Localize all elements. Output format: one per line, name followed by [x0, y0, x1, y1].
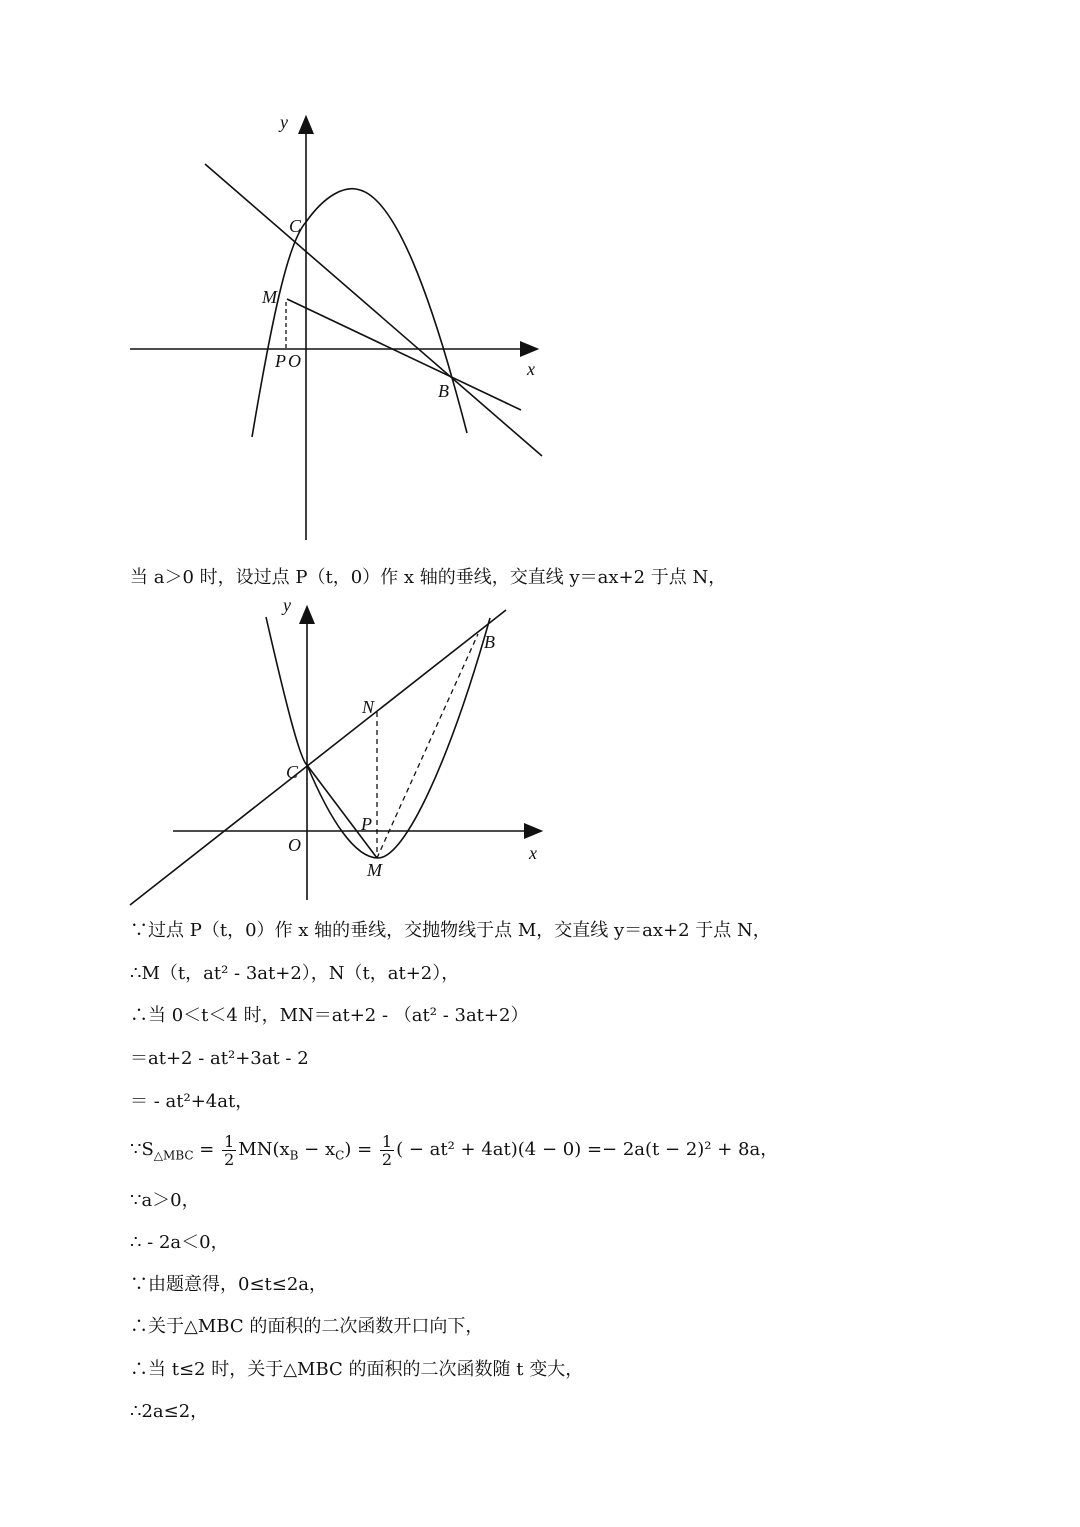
text-line-1: ∵过点 P（t，0）作 x 轴的垂线，交抛物线于点 M，交直线 y＝ax+2 于点 N，: [130, 920, 771, 941]
text-line-5: ＝ - at²+4at，: [130, 1091, 254, 1112]
fraction-half-1: [222, 1133, 236, 1168]
label-y: y: [280, 112, 288, 132]
label-o: O: [288, 835, 301, 855]
label-m: M: [262, 287, 277, 307]
label-b: B: [484, 632, 495, 652]
label-y: y: [283, 595, 291, 615]
label-b: B: [438, 381, 449, 401]
formula-eq2: ) =: [344, 1139, 378, 1160]
frac2-num: 1: [381, 1131, 393, 1151]
formula-prefix: ∵S: [130, 1139, 154, 1160]
text-line-11: ∴当 t≤2 时，关于△MBC 的面积的二次函数随 t 变大，: [130, 1359, 584, 1380]
dashed-mb: [377, 634, 478, 858]
formula-minus: − x: [298, 1139, 336, 1160]
figure-2-svg: [120, 595, 560, 910]
text-line-12: ∴2a≤2，: [130, 1401, 209, 1422]
text-line-10: ∴关于△MBC 的面积的二次函数开口向下，: [130, 1316, 484, 1337]
formula-sub-c: C: [335, 1148, 345, 1163]
figure-2: [120, 595, 560, 910]
text-line-7: ∵a＞0，: [130, 1190, 200, 1211]
formula-line-area: [130, 1130, 778, 1176]
line-y-ax-plus-2: [130, 610, 506, 905]
label-x: x: [527, 359, 535, 379]
line-mb: [287, 299, 521, 410]
segment-cm: [307, 765, 377, 858]
label-p: P: [361, 814, 372, 834]
formula-eq1: =: [193, 1139, 221, 1160]
text-line-0: 当 a＞0 时，设过点 P（t，0）作 x 轴的垂线，交直线 y＝ax+2 于点 N，: [130, 567, 727, 588]
parabola: [266, 617, 490, 858]
figure-1-svg: [120, 105, 560, 545]
formula-mn: MN(x: [238, 1139, 290, 1160]
formula-sub-b: B: [289, 1148, 299, 1163]
text-line-3: ∴当 0＜t＜4 时，MN＝at+2 - （at² - 3at+2）: [130, 1005, 529, 1026]
figure-1: [120, 105, 560, 545]
text-line-4: ＝at+2 - at²+3at - 2: [130, 1048, 309, 1069]
fraction-half-2: [380, 1133, 394, 1168]
text-line-9: ∵由题意得，0≤t≤2a，: [130, 1274, 328, 1295]
frac1-den: 2: [224, 1149, 235, 1169]
text-line-2: ∴M（t，at² - 3at+2），N（t，at+2），: [130, 963, 460, 984]
formula-sub-mbc: △MBC: [153, 1148, 194, 1163]
label-c: C: [289, 216, 302, 236]
frac1-num: 1: [224, 1131, 235, 1151]
formula-rest: ( − at² + 4at)(4 − 0) =− 2a(t − 2)² + 8a，: [396, 1139, 779, 1160]
frac2-den: 2: [381, 1149, 393, 1169]
text-line-8: ∴ - 2a＜0，: [130, 1232, 229, 1253]
label-o: O: [288, 351, 301, 371]
label-m: M: [367, 860, 382, 880]
label-p: P: [275, 351, 286, 371]
label-x: x: [529, 843, 537, 863]
parabola: [252, 189, 467, 437]
label-n: N: [362, 697, 375, 717]
label-c: C: [286, 762, 299, 782]
